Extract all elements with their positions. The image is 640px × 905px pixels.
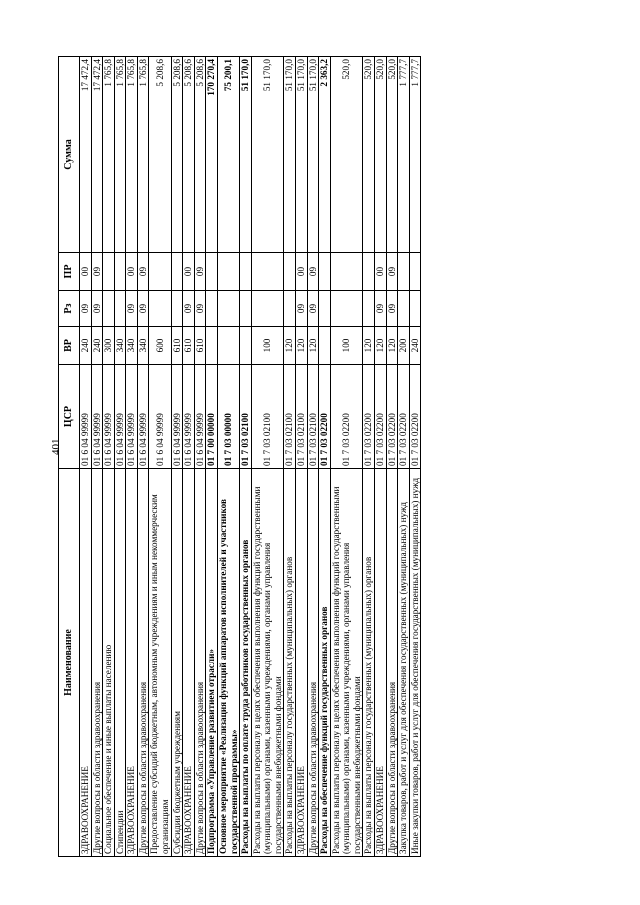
row-sum: 1 777,7 xyxy=(409,57,421,253)
row-pr: 00 xyxy=(183,253,195,291)
row-pr xyxy=(171,253,183,291)
row-name: Подпрограмма «Управление развитием отрасли» xyxy=(206,469,218,857)
row-sum: 51 170,0 xyxy=(295,57,307,253)
row-csr: 01 6 04 99999 xyxy=(91,365,103,469)
row-csr: 01 6 04 99999 xyxy=(183,365,195,469)
row-pr xyxy=(114,253,126,291)
row-vr: 120 xyxy=(295,327,307,365)
row-sum: 75 200,1 xyxy=(217,57,239,253)
row-csr: 01 7 03 02100 xyxy=(240,365,252,469)
row-vr xyxy=(240,327,252,365)
row-pr: 00 xyxy=(295,253,307,291)
row-csr: 01 7 03 02100 xyxy=(307,365,319,469)
page-number: 401 xyxy=(50,438,62,455)
table-row xyxy=(319,57,331,857)
row-vr: 120 xyxy=(284,327,296,365)
header-name: Наименование xyxy=(59,469,80,857)
row-name: Закупка товаров, работ и услуг для обеспечения государственных (муниципальных) нужд xyxy=(398,469,410,857)
row-pr: 09 xyxy=(137,253,149,291)
row-csr: 01 6 04 99999 xyxy=(80,365,92,469)
rotated-page xyxy=(58,57,620,857)
row-name: Основное мероприятие «Реализация функций аппаратов исполнителей и участников государственной программы» xyxy=(217,469,239,857)
row-pr xyxy=(149,253,171,291)
row-name: Расходы на выплаты персоналу в целях обеспечения выполнения функций государственными (муниципальными) органами, казенными учреждениями, органами управления государственными внебюджетными фондами xyxy=(330,469,363,857)
row-vr: 340 xyxy=(126,327,138,365)
table-row xyxy=(103,57,115,857)
table-row xyxy=(307,57,319,857)
row-rz: 09 xyxy=(137,291,149,327)
header-vr: ВР xyxy=(59,327,80,365)
table-row xyxy=(295,57,307,857)
row-rz: 09 xyxy=(386,291,398,327)
row-name: Расходы на выплаты персоналу в целях обеспечения выполнения функций государственными (муниципальными) органами, казенными учреждениями, органами управления государственными внебюджетными фондами xyxy=(251,469,284,857)
row-name: Субсидии бюджетным учреждениям xyxy=(171,469,183,857)
row-csr: 01 6 04 99999 xyxy=(114,365,126,469)
table-row xyxy=(80,57,92,857)
row-sum: 520,0 xyxy=(386,57,398,253)
table-row xyxy=(171,57,183,857)
table-row xyxy=(114,57,126,857)
row-rz: 09 xyxy=(194,291,206,327)
row-rz xyxy=(330,291,363,327)
row-sum: 1 765,8 xyxy=(103,57,115,253)
row-rz xyxy=(149,291,171,327)
row-rz xyxy=(319,291,331,327)
row-name: ЗДРАВООХРАНЕНИЕ xyxy=(80,469,92,857)
row-sum: 170 270,4 xyxy=(206,57,218,253)
row-csr: 01 7 03 02100 xyxy=(284,365,296,469)
row-rz xyxy=(284,291,296,327)
row-sum: 5 208,6 xyxy=(149,57,171,253)
table-row xyxy=(194,57,206,857)
table-row xyxy=(284,57,296,857)
row-csr: 01 6 04 99999 xyxy=(194,365,206,469)
row-csr: 01 6 04 99999 xyxy=(171,365,183,469)
row-csr: 01 7 03 02200 xyxy=(363,365,375,469)
row-vr: 120 xyxy=(363,327,375,365)
row-name: ЗДРАВООХРАНЕНИЕ xyxy=(295,469,307,857)
row-name: Расходы на выплаты по оплате труда работников государственных органов xyxy=(240,469,252,857)
row-name: Другие вопросы в области здравоохранения xyxy=(307,469,319,857)
row-sum: 1 765,8 xyxy=(114,57,126,253)
row-rz: 09 xyxy=(307,291,319,327)
row-csr: 01 7 00 00000 xyxy=(206,365,218,469)
row-pr xyxy=(240,253,252,291)
row-sum: 520,0 xyxy=(363,57,375,253)
row-csr: 01 7 03 02200 xyxy=(319,365,331,469)
row-rz xyxy=(206,291,218,327)
row-csr: 01 6 04 99999 xyxy=(126,365,138,469)
row-sum: 51 170,0 xyxy=(284,57,296,253)
row-rz xyxy=(409,291,421,327)
row-pr: 00 xyxy=(126,253,138,291)
row-rz: 09 xyxy=(80,291,92,327)
row-name: Расходы на выплаты персоналу государственных (муниципальных) органов xyxy=(363,469,375,857)
row-csr: 01 7 03 02200 xyxy=(375,365,387,469)
row-pr xyxy=(363,253,375,291)
row-sum: 5 208,6 xyxy=(183,57,195,253)
table-row xyxy=(363,57,375,857)
row-csr: 01 7 03 02200 xyxy=(398,365,410,469)
row-pr: 09 xyxy=(91,253,103,291)
row-sum: 17 472,4 xyxy=(80,57,92,253)
table-body xyxy=(80,57,421,857)
row-pr: 00 xyxy=(375,253,387,291)
row-name: Предоставление субсидий бюджетным, автономным учреждениям и иным некоммерческим организациям xyxy=(149,469,171,857)
row-pr: 09 xyxy=(307,253,319,291)
row-vr xyxy=(217,327,239,365)
header-csr: ЦСР xyxy=(59,365,80,469)
row-sum: 520,0 xyxy=(330,57,363,253)
budget-table xyxy=(58,56,421,857)
row-sum: 51 170,0 xyxy=(240,57,252,253)
row-rz: 09 xyxy=(183,291,195,327)
table-row xyxy=(149,57,171,857)
row-name: Иные закупки товаров, работ и услуг для обеспечения государственных (муниципальных) нужд xyxy=(409,469,421,857)
row-name: Другие вопросы в области здравоохранения xyxy=(194,469,206,857)
row-csr: 01 6 04 99999 xyxy=(149,365,171,469)
row-vr: 610 xyxy=(171,327,183,365)
row-vr: 120 xyxy=(375,327,387,365)
row-rz: 09 xyxy=(126,291,138,327)
row-name: ЗДРАВООХРАНЕНИЕ xyxy=(126,469,138,857)
row-vr: 120 xyxy=(386,327,398,365)
table-row xyxy=(375,57,387,857)
row-pr xyxy=(409,253,421,291)
table-row xyxy=(330,57,363,857)
row-sum: 51 170,0 xyxy=(251,57,284,253)
row-pr: 00 xyxy=(80,253,92,291)
row-sum: 520,0 xyxy=(375,57,387,253)
row-vr: 610 xyxy=(194,327,206,365)
row-rz xyxy=(398,291,410,327)
row-pr xyxy=(330,253,363,291)
row-name: ЗДРАВООХРАНЕНИЕ xyxy=(375,469,387,857)
row-pr: 09 xyxy=(194,253,206,291)
table-row xyxy=(240,57,252,857)
row-pr xyxy=(398,253,410,291)
table-row xyxy=(91,57,103,857)
row-csr: 01 7 03 02100 xyxy=(295,365,307,469)
row-rz: 09 xyxy=(295,291,307,327)
table-row xyxy=(217,57,239,857)
row-sum: 17 472,4 xyxy=(91,57,103,253)
row-pr xyxy=(251,253,284,291)
table-row xyxy=(251,57,284,857)
row-vr: 240 xyxy=(409,327,421,365)
row-rz xyxy=(363,291,375,327)
row-vr: 100 xyxy=(330,327,363,365)
row-pr xyxy=(217,253,239,291)
row-name: Социальное обеспечение и иные выплаты населению xyxy=(103,469,115,857)
row-sum: 5 208,6 xyxy=(171,57,183,253)
row-name: Стипендии xyxy=(114,469,126,857)
row-rz xyxy=(240,291,252,327)
row-csr: 01 7 03 02100 xyxy=(251,365,284,469)
row-sum: 2 363,2 xyxy=(319,57,331,253)
row-name: Другие вопросы в области здравоохранения xyxy=(91,469,103,857)
row-sum: 51 170,0 xyxy=(307,57,319,253)
header-sum: Сумма xyxy=(59,57,80,253)
row-sum: 1 777,7 xyxy=(398,57,410,253)
row-vr xyxy=(319,327,331,365)
row-rz: 09 xyxy=(91,291,103,327)
row-rz xyxy=(114,291,126,327)
table-row xyxy=(126,57,138,857)
row-vr: 610 xyxy=(183,327,195,365)
row-vr: 600 xyxy=(149,327,171,365)
row-csr: 01 7 03 02200 xyxy=(386,365,398,469)
row-csr: 01 7 03 00000 xyxy=(217,365,239,469)
row-vr: 100 xyxy=(251,327,284,365)
row-sum: 5 208,6 xyxy=(194,57,206,253)
row-name: ЗДРАВООХРАНЕНИЕ xyxy=(183,469,195,857)
table-header-row xyxy=(59,57,80,857)
table-row xyxy=(206,57,218,857)
row-csr: 01 6 04 99999 xyxy=(103,365,115,469)
row-pr: 09 xyxy=(386,253,398,291)
row-vr xyxy=(206,327,218,365)
row-vr: 340 xyxy=(137,327,149,365)
row-name: Другие вопросы в области здравоохранения xyxy=(137,469,149,857)
row-pr xyxy=(319,253,331,291)
row-rz xyxy=(103,291,115,327)
row-vr: 200 xyxy=(398,327,410,365)
row-vr: 300 xyxy=(103,327,115,365)
row-vr: 240 xyxy=(80,327,92,365)
row-csr: 01 7 03 02200 xyxy=(330,365,363,469)
row-rz: 09 xyxy=(375,291,387,327)
row-pr xyxy=(103,253,115,291)
table-row xyxy=(386,57,398,857)
row-sum: 1 765,8 xyxy=(137,57,149,253)
row-name: Расходы на обеспечение функций государственных органов xyxy=(319,469,331,857)
row-rz xyxy=(217,291,239,327)
table-row xyxy=(183,57,195,857)
row-csr: 01 6 04 99999 xyxy=(137,365,149,469)
row-name: Расходы на выплаты персоналу государственных (муниципальных) органов xyxy=(284,469,296,857)
row-vr: 120 xyxy=(307,327,319,365)
row-pr xyxy=(284,253,296,291)
header-pr: ПР xyxy=(59,253,80,291)
row-rz xyxy=(171,291,183,327)
row-vr: 340 xyxy=(114,327,126,365)
row-name: Другие вопросы в области здравоохранения xyxy=(386,469,398,857)
row-csr: 01 7 03 02200 xyxy=(409,365,421,469)
row-vr: 240 xyxy=(91,327,103,365)
row-pr xyxy=(206,253,218,291)
header-rz: Рз xyxy=(59,291,80,327)
row-rz xyxy=(251,291,284,327)
table-row xyxy=(409,57,421,857)
row-sum: 1 765,8 xyxy=(126,57,138,253)
table-row xyxy=(137,57,149,857)
table-row xyxy=(398,57,410,857)
